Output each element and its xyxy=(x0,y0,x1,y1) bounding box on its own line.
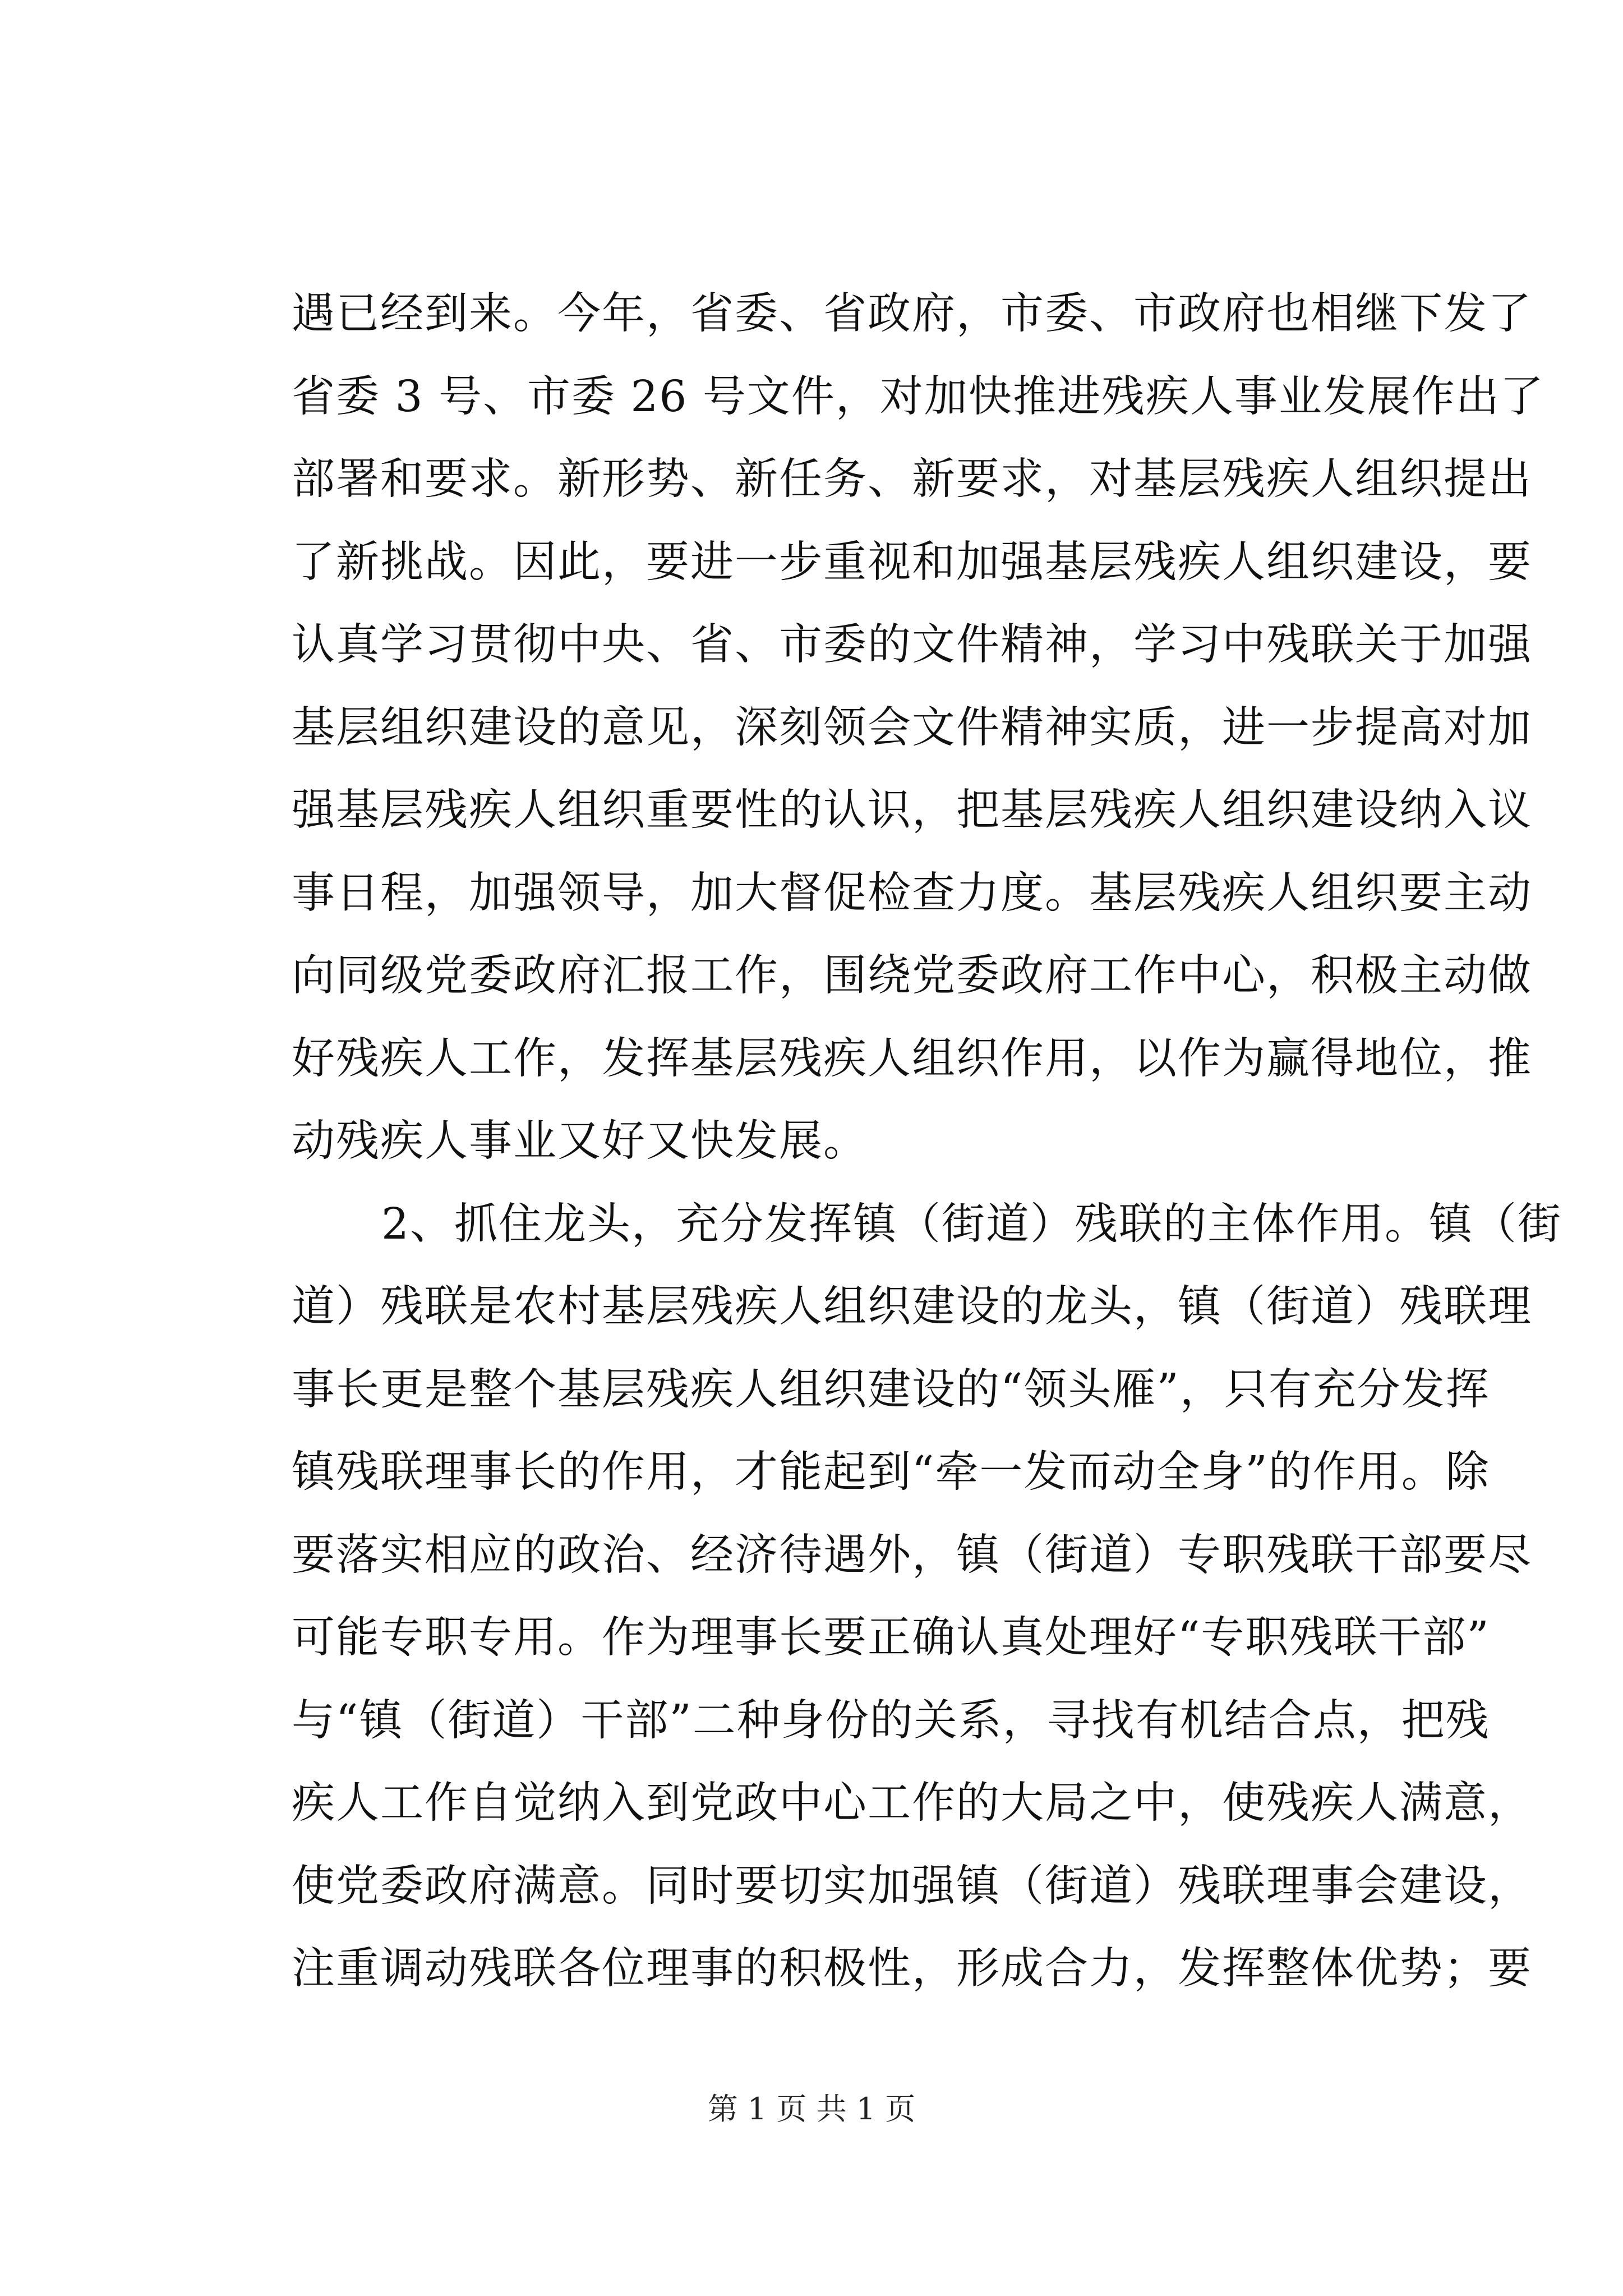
page-footer xyxy=(0,2090,1623,2129)
text-line: 事日程，加强领导，加大督促检查力度。基层残疾人组织要主动 xyxy=(292,868,1532,918)
text-line: 要落实相应的政治、经济待遇外，镇（街道）专职残联干部要尽 xyxy=(292,1530,1532,1580)
text-line: 注重调动残联各位理事的积极性，形成合力，发挥整体优势；要 xyxy=(292,1944,1532,1994)
text-line: 强基层残疾人组织重要性的认识，把基层残疾人组织建设纳入议 xyxy=(292,785,1532,835)
text-line: 好残疾人工作，发挥基层残疾人组织作用，以作为赢得地位，推 xyxy=(292,1033,1532,1084)
paragraph-first-line: 2、抓住龙头，充分发挥镇（街道）残联的主体作用。镇（街 xyxy=(381,1199,1562,1249)
text-line: 道）残联是农村基层残疾人组织建设的龙头，镇（街道）残联理 xyxy=(292,1282,1532,1332)
text-line: 与“镇（街道）干部”二种身份的关系，寻找有机结合点，把残 xyxy=(292,1695,1490,1746)
page-number-label: 第 1 页 共 1 页 xyxy=(707,2091,916,2127)
text-line: 向同级党委政府汇报工作，围绕党委政府工作中心，积极主动做 xyxy=(292,951,1532,1001)
text-line: 认真学习贯彻中央、省、市委的文件精神，学习中残联关于加强 xyxy=(292,620,1532,670)
text-line: 了新挑战。因此，要进一步重视和加强基层残疾人组织建设，要 xyxy=(292,537,1532,587)
text-line: 动残疾人事业又好又快发展。 xyxy=(292,1116,868,1166)
document-body xyxy=(292,286,1562,2024)
text-line: 基层组织建设的意见，深刻领会文件精神实质，进一步提高对加 xyxy=(292,702,1532,753)
text-line: 部署和要求。新形势、新任务、新要求，对基层残疾人组织提出 xyxy=(292,454,1532,504)
text-line: 镇残联理事长的作用，才能起到“牵一发而动全身”的作用。除 xyxy=(292,1447,1490,1497)
text-line: 疾人工作自觉纳入到党政中心工作的大局之中，使残疾人满意， xyxy=(292,1778,1532,1828)
text-line: 使党委政府满意。同时要切实加强镇（街道）残联理事会建设， xyxy=(292,1861,1532,1911)
text-line: 省委 3 号、市委 26 号文件，对加快推进残疾人事业发展作出了 xyxy=(292,371,1544,422)
text-line: 事长更是整个基层残疾人组织建设的“领头雁”，只有充分发挥 xyxy=(292,1364,1490,1415)
text-line: 可能专职专用。作为理事长要正确认真处理好“专职残联干部” xyxy=(292,1613,1490,1663)
text-line: 遇已经到来。今年，省委、省政府，市委、市政府也相继下发了 xyxy=(292,289,1532,339)
